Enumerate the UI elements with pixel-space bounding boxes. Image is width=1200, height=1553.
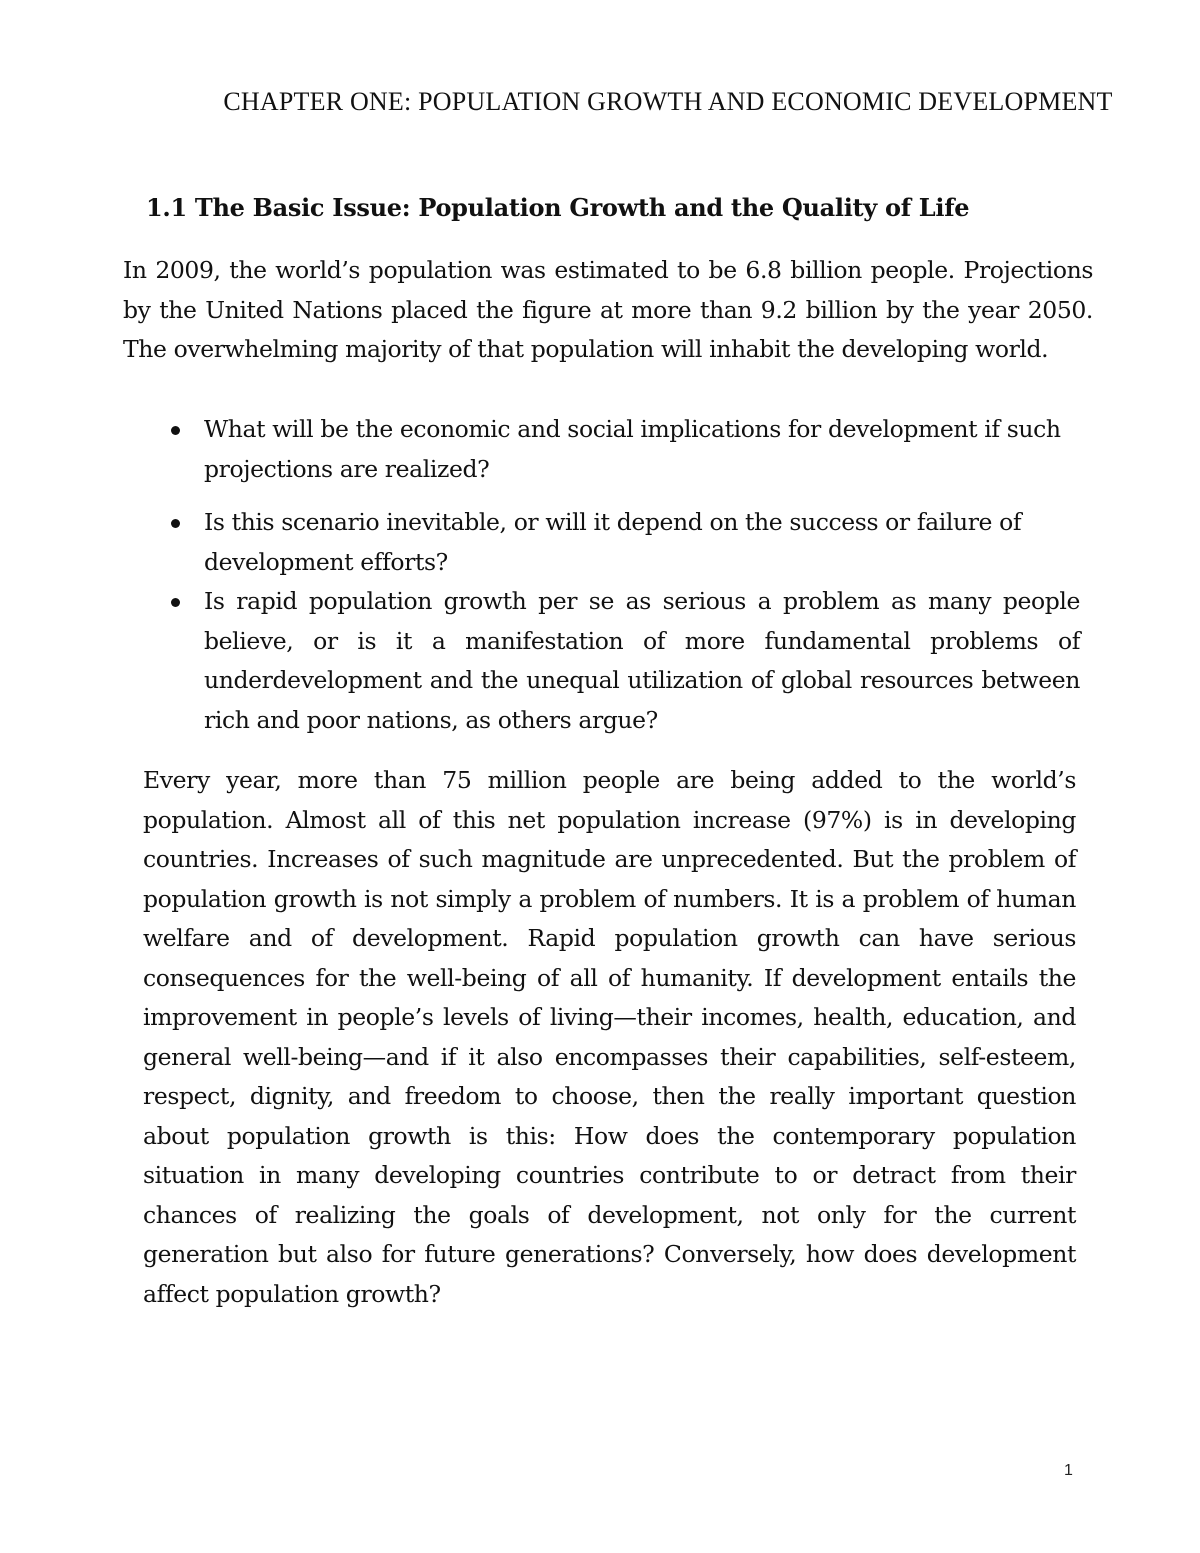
- bullet-icon: [171, 598, 180, 607]
- section-heading: 1.1 The Basic Issue: Population Growth and the Quality of Life: [146, 193, 970, 222]
- list-item: [160, 582, 1080, 740]
- question-list: [160, 410, 1080, 740]
- list-item-text: Is rapid population growth per se as serious a problem as many people believe, or is it a manifestation of more fundamental problems of underdevelopment and the unequal utilization of global resources between rich and poor nations, as others argue?: [204, 587, 1080, 734]
- bullet-icon: [171, 426, 180, 435]
- list-item: [160, 410, 1080, 489]
- bullet-icon: [171, 519, 180, 528]
- page-number: 1: [1064, 1462, 1073, 1479]
- list-item-text: Is this scenario inevitable, or will it depend on the success or failure of development efforts?: [204, 508, 1022, 576]
- list-item-text: What will be the economic and social implications for development if such projections are realized?: [204, 415, 1061, 483]
- list-item: [160, 503, 1080, 582]
- chapter-title: CHAPTER ONE: POPULATION GROWTH AND ECONOMIC DEVELOPMENT: [223, 87, 1113, 116]
- main-paragraph: Every year, more than 75 million people are being added to the world’s population. Almost all of this net population increase (97%) is in developing countries. Increases of such magnitude are unprecedented. But the problem of population growth is not simply a problem of numbers. It is a problem of human welfare and of development. Rapid population growth can have serious consequences for the well-being of all of humanity. If development entails the improvement in people’s levels of living—their incomes, health, education, and general well-being—and if it also encompasses their capabilities, self-esteem, respect, dignity, and freedom to choose, then the really important question about population growth is this: How does the contemporary population situation in many developing countries contribute to or detract from their chances of realizing the goals of development, not only for the current generation but also for future generations? Conversely, how does development affect population growth?: [143, 766, 1076, 1308]
- intro-paragraph: In 2009, the world’s population was estimated to be 6.8 billion people. Projections by the United Nations placed the figure at more than 9.2 billion by the year 2050. The overwhelming majority of that population will inhabit the developing world.: [123, 256, 1093, 363]
